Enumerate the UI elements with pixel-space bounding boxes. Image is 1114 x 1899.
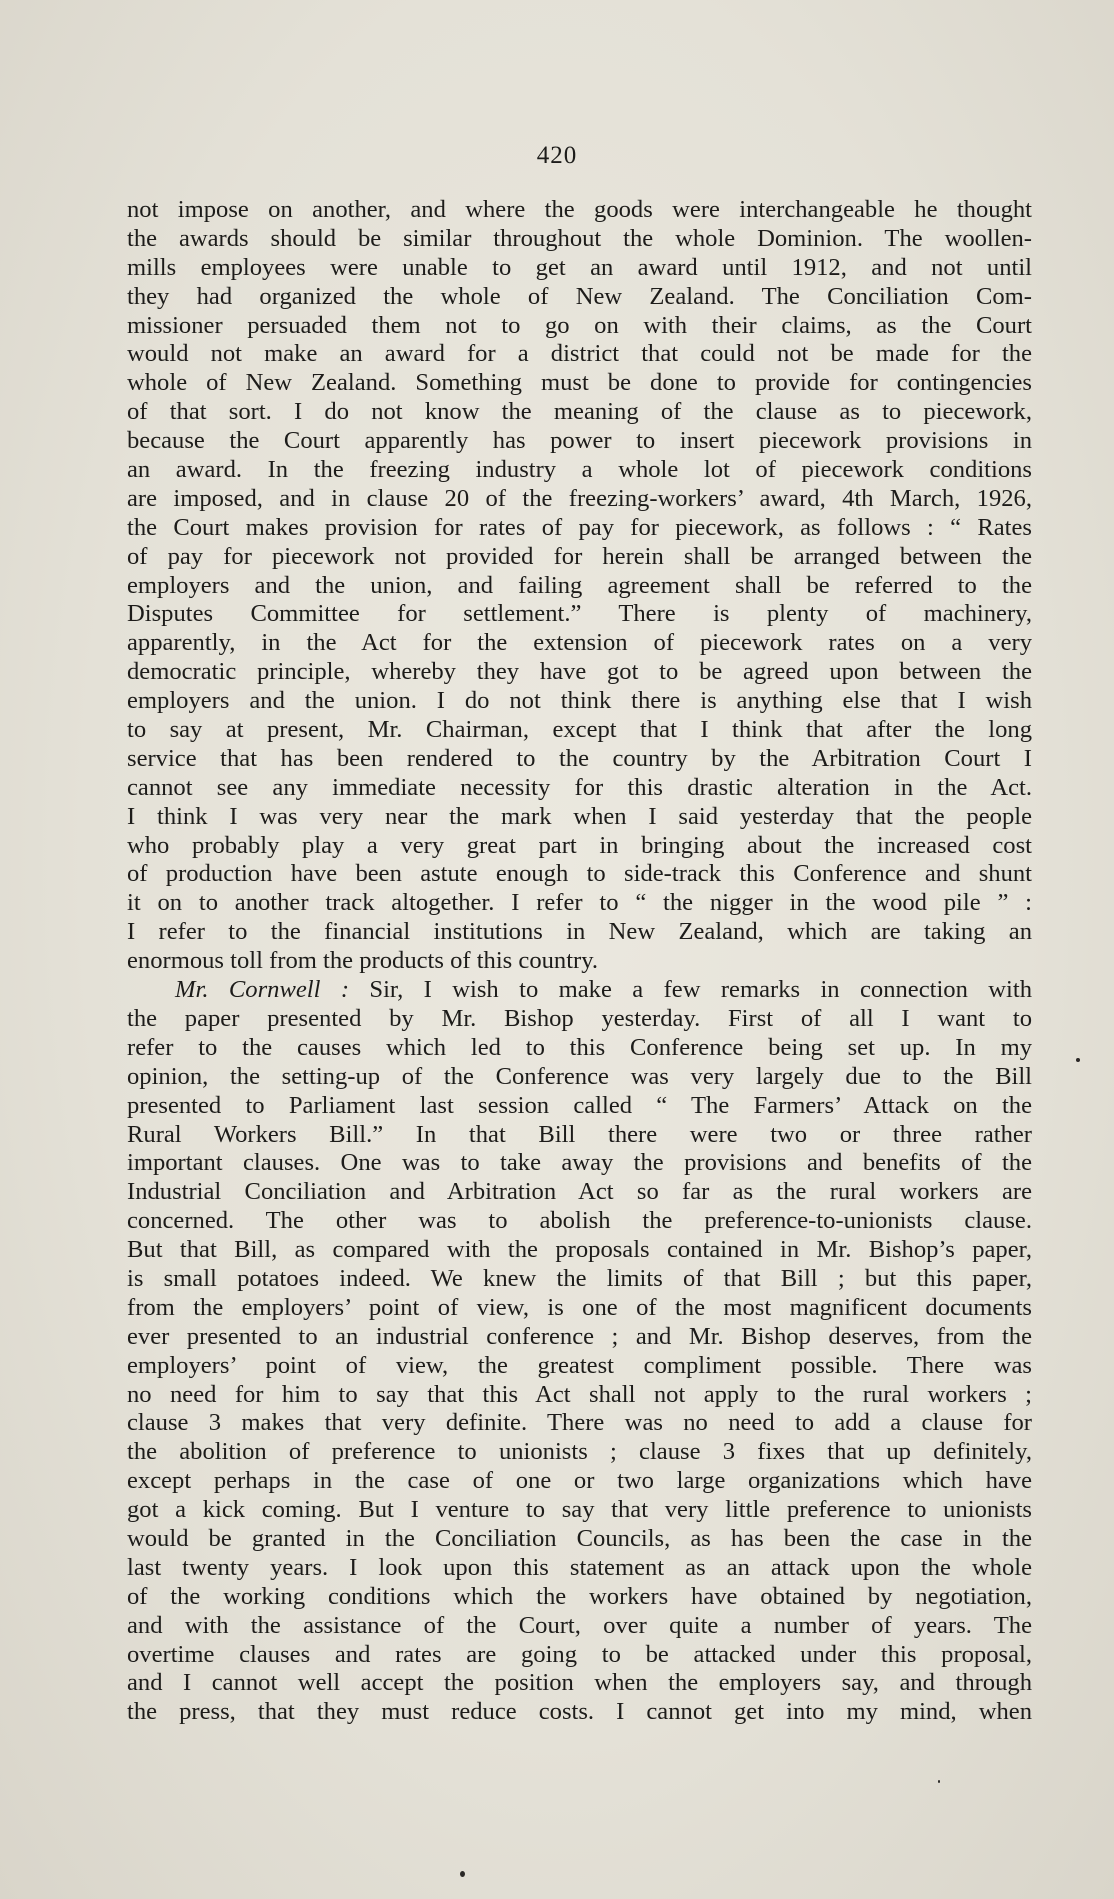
text-line: apparently, in the Act for the extension of piecework rates on a very (127, 629, 1032, 657)
text-line: and with the assistance of the Court, over quite a number of years. The (127, 1611, 1032, 1639)
text-line: the press, that they must reduce costs. I cannot get into my mind, when (127, 1698, 1032, 1726)
text-line: Rural Workers Bill.” In that Bill there were two or three rather (127, 1120, 1032, 1148)
text-line: of production have been astute enough to side-track this Conference and shunt (127, 860, 1032, 888)
text-line: refer to the causes which led to this Conference being set up. In my (127, 1033, 1032, 1061)
page-number: 420 (536, 142, 578, 169)
text-line: the paper presented by Mr. Bishop yesterday. First of all I want to (127, 1004, 1032, 1032)
ink-speck (938, 1780, 940, 1783)
text-line: I refer to the financial institutions in New Zealand, which are taking an (127, 918, 1032, 946)
paragraph (127, 196, 1032, 976)
ink-speck (460, 1871, 465, 1877)
text-line: would not make an award for a district that could not be made for the (127, 340, 1032, 368)
text-line: got a kick coming. But I venture to say that very little preference to unionists (127, 1496, 1032, 1524)
text-line: ever presented to an industrial conference ; and Mr. Bishop deserves, from the (127, 1322, 1032, 1350)
text-line: cannot see any immediate necessity for this drastic alteration in the Act. (127, 773, 1032, 801)
text-line: Industrial Conciliation and Arbitration Act so far as the rural workers are (127, 1178, 1032, 1206)
text-line: I think I was very near the mark when I said yesterday that the people (127, 802, 1032, 830)
text-line: presented to Parliament last session called “ The Farmers’ Attack on the (127, 1091, 1032, 1119)
text-line: opinion, the setting-up of the Conference was very largely due to the Bill (127, 1062, 1032, 1090)
text-line: Disputes Committee for settlement.” There is plenty of machinery, (127, 600, 1032, 628)
text-line: mills employees were unable to get an award until 1912, and not until (127, 253, 1032, 281)
text-line: important clauses. One was to take away the provisions and benefits of the (127, 1149, 1032, 1177)
speaker-name: Mr. Cornwell : (175, 976, 350, 1004)
text-line: service that has been rendered to the country by the Arbitration Court I (127, 744, 1032, 772)
text-line: who probably play a very great part in bringing about the increased cost (127, 831, 1032, 859)
text-line: whole of New Zealand. Something must be done to provide for contingencies (127, 369, 1032, 397)
text-line: an award. In the freezing industry a whole lot of piecework conditions (127, 456, 1032, 484)
text-line: no need for him to say that this Act shall not apply to the rural workers ; (127, 1380, 1032, 1408)
text-line: employers and the union. I do not think there is anything else that I wish (127, 687, 1032, 715)
text-line: overtime clauses and rates are going to be attacked under this proposal, (127, 1640, 1032, 1668)
text-line: the awards should be similar throughout the whole Dominion. The woollen- (127, 224, 1032, 252)
text-run: Sir, I wish to make a few remarks in connection with (349, 976, 1032, 1004)
text-line: employers and the union, and failing agreement shall be referred to the (127, 571, 1032, 599)
text-line: from the employers’ point of view, is one of the most magnificent documents (127, 1293, 1032, 1321)
text-line: is small potatoes indeed. We knew the limits of that Bill ; but this paper, (127, 1264, 1032, 1292)
paragraph (127, 976, 1032, 1727)
text-line: missioner persuaded them not to go on with their claims, as the Court (127, 311, 1032, 339)
text-line: would be granted in the Conciliation Councils, as has been the case in the (127, 1524, 1032, 1552)
text-line: are imposed, and in clause 20 of the freezing-workers’ award, 4th March, 1926, (127, 484, 1032, 512)
text-line: of the working conditions which the workers have obtained by negotiation, (127, 1582, 1032, 1610)
text-line: last twenty years. I look upon this statement as an attack upon the whole (127, 1553, 1032, 1581)
text-line: because the Court apparently has power to insert piecework provisions in (127, 427, 1032, 455)
text-line: except perhaps in the case of one or two large organizations which have (127, 1467, 1032, 1495)
text-line: the Court makes provision for rates of pay for piecework, as follows : “ Rates (127, 513, 1032, 541)
text-line: to say at present, Mr. Chairman, except that I think that after the long (127, 716, 1032, 744)
text-line: employers’ point of view, the greatest compliment possible. There was (127, 1351, 1032, 1379)
text-line: and I cannot well accept the position when the employers say, and through (127, 1669, 1032, 1697)
text-line: not impose on another, and where the goods were interchangeable he thought (127, 196, 1032, 223)
text-line: it on to another track altogether. I refer to “ the nigger in the wood pile ” : (127, 889, 1032, 917)
text-line-first (127, 976, 1032, 1005)
text-line: concerned. The other was to abolish the preference-to-unionists clause. (127, 1207, 1032, 1235)
text-line: of that sort. I do not know the meaning of the clause as to piecework, (127, 398, 1032, 426)
text-line: enormous toll from the products of this country. (127, 947, 599, 975)
text-line: democratic principle, whereby they have got to be agreed upon between the (127, 658, 1032, 686)
body-text (127, 196, 1032, 1727)
ink-speck (1076, 1058, 1080, 1062)
text-line: clause 3 makes that very definite. There was no need to add a clause for (127, 1409, 1032, 1437)
text-line: they had organized the whole of New Zealand. The Conciliation Com- (127, 282, 1032, 310)
text-line: the abolition of preference to unionists ; clause 3 fixes that up definitely, (127, 1438, 1032, 1466)
text-line: of pay for piecework not provided for herein shall be arranged between the (127, 542, 1032, 570)
text-line: But that Bill, as compared with the proposals contained in Mr. Bishop’s paper, (127, 1236, 1032, 1264)
